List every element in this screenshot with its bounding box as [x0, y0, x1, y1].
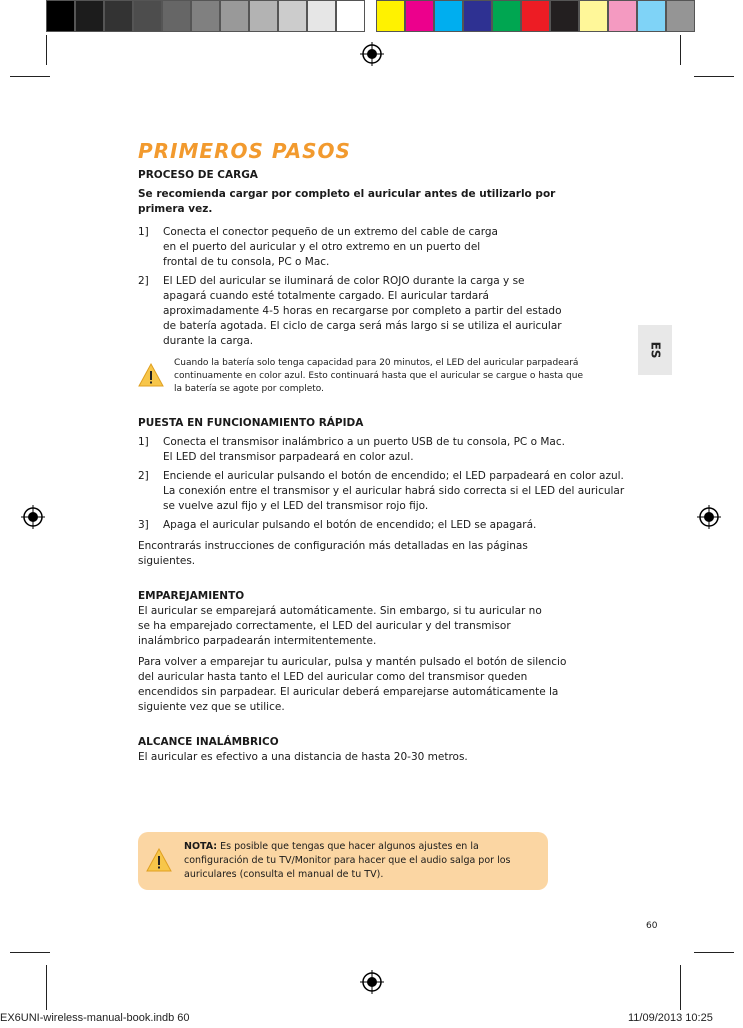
note-content	[184, 840, 534, 882]
page-number: 60	[646, 921, 658, 931]
quickstart-section	[138, 416, 628, 569]
battery-warning	[138, 357, 628, 396]
range-heading: ALCANCE INALÁMBRICO	[138, 736, 279, 748]
color-swatch	[434, 0, 463, 32]
footer-file: EX6UNI-wireless-manual-book.indb 60	[0, 1012, 190, 1024]
language-tab	[638, 325, 672, 375]
color-swatch	[608, 0, 637, 32]
step-text: El LED del auricular se iluminará de color ROJO durante la carga y se apagará cuando esté totalmente cargado. El auricular tardará aproximadamente 4-5 horas en recargarse por completo a partir del estado de batería agotada. El ciclo de carga será más largo si se utiliza el auricular durante la carga.	[163, 275, 562, 347]
pairing-paragraph-2: Para volver a emparejar tu auricular, pulsa y mantén pulsado el botón de silencio del auricular hasta tanto el LED del auricular como del transmisor queden encendidos sin parpadear. El auricular deberá emparejarse automáticamente la siguiente vez que se utilice.	[138, 656, 567, 713]
color-swatch	[220, 0, 249, 32]
color-swatch	[492, 0, 521, 32]
color-swatch	[278, 0, 307, 32]
note-text: Es posible que tengas que hacer algunos ajustes en la configuración de tu TV/Monitor para hacer que el audio salga por los auriculares (consulta el manual de tu TV).	[184, 841, 511, 880]
color-swatch	[579, 0, 608, 32]
step-number: 3]	[138, 519, 149, 531]
charging-heading: PROCESO DE CARGA	[138, 169, 258, 181]
list-item	[138, 469, 628, 514]
crop-mark	[10, 76, 50, 77]
pairing-paragraph-1: El auricular se emparejará automáticamente. Sin embargo, si tu auricular no se ha emparejado correctamente, el LED del auricular y del transmisor inalámbrico parpadearán intermitentemente.	[138, 605, 542, 647]
color-swatch	[104, 0, 133, 32]
warning-icon	[138, 363, 164, 387]
color-bar-process	[376, 0, 695, 32]
color-swatch	[75, 0, 104, 32]
step-number: 1]	[138, 436, 149, 448]
list-item	[138, 274, 568, 349]
pairing-section	[138, 589, 628, 715]
registration-mark-icon	[360, 42, 384, 66]
charging-lead: Se recomienda cargar por completo el auricular antes de utilizarlo por primera vez.	[138, 188, 556, 215]
quickstart-heading: PUESTA EN FUNCIONAMIENTO RÁPIDA	[138, 417, 364, 429]
crop-mark	[10, 952, 50, 953]
color-swatch	[405, 0, 434, 32]
color-swatch	[637, 0, 666, 32]
list-item	[138, 518, 628, 533]
color-swatch	[666, 0, 695, 32]
charging-steps	[138, 225, 568, 349]
color-swatch	[521, 0, 550, 32]
range-text: El auricular es efectivo a una distancia de hasta 20-30 metros.	[138, 751, 468, 763]
step-text: Conecta el transmisor inalámbrico a un puerto USB de tu consola, PC o Mac. El LED del transmisor parpadeará en color azul.	[163, 436, 565, 463]
note-label: NOTA:	[184, 841, 218, 852]
step-text: Enciende el auricular pulsando el botón de encendido; el LED parpadeará en color azul. La conexión entre el transmisor y el auricular habrá sido correcta si el LED del auricular se vuelve azul fijo y el LED del transmisor rojo fijo.	[163, 470, 625, 512]
registration-mark-icon	[21, 505, 45, 529]
crop-mark	[694, 952, 734, 953]
note-box	[138, 832, 548, 890]
quickstart-steps	[138, 435, 628, 533]
registration-mark-icon	[360, 970, 384, 994]
color-swatch	[550, 0, 579, 32]
crop-mark	[680, 965, 681, 1010]
crop-mark	[46, 965, 47, 1010]
language-tab-label: ES	[648, 341, 662, 359]
color-swatch	[191, 0, 220, 32]
list-item	[138, 435, 628, 465]
pairing-heading: EMPAREJAMIENTO	[138, 590, 245, 602]
step-text: Conecta el conector pequeño de un extremo del cable de carga en el puerto del auricular y el otro extremo en un puerto del frontal de tu consola, PC o Mac.	[163, 226, 498, 268]
crop-mark	[680, 35, 681, 65]
step-number: 2]	[138, 275, 149, 287]
list-item	[138, 225, 568, 270]
step-number: 1]	[138, 226, 149, 238]
color-swatch	[162, 0, 191, 32]
color-swatch	[133, 0, 162, 32]
warning-text: Cuando la batería solo tenga capacidad para 20 minutos, el LED del auricular parpadeará continuamente en color azul. Esto continuará hasta que el auricular se cargue o hasta que la batería se agote por completo.	[174, 358, 584, 394]
quickstart-note: Encontrarás instrucciones de configuración más detalladas en las páginas siguientes.	[138, 540, 528, 567]
color-swatch	[376, 0, 405, 32]
warning-icon	[146, 848, 172, 872]
step-text: Apaga el auricular pulsando el botón de encendido; el LED se apagará.	[163, 519, 537, 531]
color-swatch	[46, 0, 75, 32]
range-section	[138, 735, 628, 765]
color-swatch	[307, 0, 336, 32]
crop-mark	[694, 76, 734, 77]
footer-datetime: 11/09/2013 10:25	[628, 1012, 713, 1024]
color-swatch	[336, 0, 365, 32]
page-title: PRIMEROS PASOS	[138, 139, 351, 163]
color-swatch	[249, 0, 278, 32]
step-number: 2]	[138, 470, 149, 482]
crop-mark	[46, 35, 47, 65]
color-swatch	[463, 0, 492, 32]
color-bar-grayscale	[46, 0, 365, 32]
registration-mark-icon	[697, 505, 721, 529]
main-content	[138, 140, 628, 765]
